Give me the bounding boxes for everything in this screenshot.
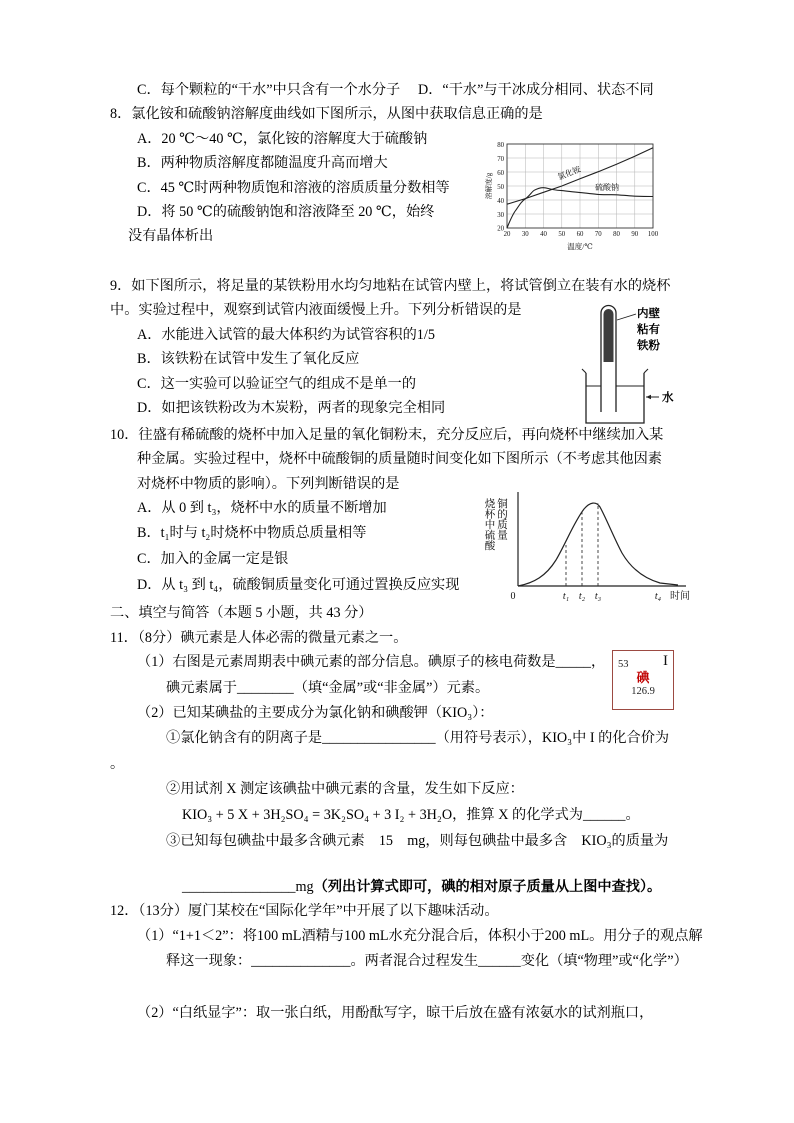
y-tick-labels [497, 142, 504, 233]
svg-text:30: 30 [497, 211, 504, 219]
q9-label-iron-powder: 内壁粘有铁粉 [637, 308, 660, 352]
chart-grid [507, 144, 653, 228]
q8-option-c: C．45 ℃时两种物质饱和溶液的溶质质量分数相等 [137, 180, 450, 196]
element-symbol: I [663, 653, 668, 669]
svg-text:80: 80 [497, 141, 504, 149]
q12-part2: （2）“白纸显字”：取一张白纸，用酚酞写字，晾干后放在盛有浓氨水的试剂瓶口， [137, 1005, 654, 1021]
q7-options-cd: C．每个颗粒的“干水”中只含有一个水分子 D．“干水”与干冰成分相同、状态不同 [137, 82, 654, 98]
q11-answer-note: （列出计算式即可，碘的相对原子质量从上图中查找）。 [313, 879, 662, 895]
q8-option-b: B．两种物质溶解度都随温度升高而增大 [137, 155, 388, 171]
q9-stem-line1: 9．如下图所示，将足量的某铁粉用水均匀地粘在试管内壁上，将试管倒立在装有水的烧杯 [110, 278, 671, 294]
iodine-element-box [612, 650, 674, 710]
q8-option-d-cont: 没有晶体析出 [128, 228, 214, 244]
svg-text:70: 70 [594, 231, 602, 238]
dashed-reference-lines [566, 503, 598, 586]
q8-solubility-chart [483, 140, 665, 258]
svg-text:t₃: t₃ [594, 591, 602, 602]
q9-option-b: B．该铁粉在试管中发生了氧化反应 [137, 351, 360, 367]
q11-part1-line1: （1）右图是元素周期表中碘元素的部分信息。碘原子的核电荷数是_____， [137, 654, 606, 670]
q10-graph [506, 486, 694, 608]
q10-option-b: B．t₁时与 t₂时烧杯中物质总质量相等 [137, 525, 367, 541]
q12-stem: 12．（13分）厦门某校在“国际化学年”中开展了以下趣味活动。 [110, 903, 499, 919]
q10-y-axis-label: 烧杯中硫酸铜的质量 [483, 498, 507, 551]
iron-label-pointer-line [617, 314, 636, 320]
q11-answer-blank: ________________mg [182, 879, 314, 895]
x-tick-labels [504, 231, 659, 238]
y-axis-title: 溶解度/g [485, 172, 493, 200]
q11-chemical-equation: KIO₃ + 5 X + 3H₂SO₄ = 3K₂SO₄ + 3 I₂ + 3H₂O，推算 X 的化学式为______。 [182, 807, 640, 823]
svg-text:50: 50 [497, 183, 504, 191]
q11-part2-sub3-answer-line [182, 878, 661, 897]
q8-stem: 8．氯化铵和硫酸钠溶解度曲线如下图所示，从图中获取信息正确的是 [110, 106, 543, 122]
q10-stem-line3: 对烧杯中物质的影响）。下列判断错误的是 [137, 476, 400, 492]
water-arrow-head [646, 395, 651, 399]
svg-text:60: 60 [576, 231, 584, 238]
q11-part2-sub3: ③已知每包碘盐中最多含碘元素 15 mg，则每包碘盐中最多含 KIO₃的质量为 [166, 833, 669, 849]
atomic-number: 53 [618, 659, 629, 670]
q11-part2-sub2: ②用试剂 X 测定该碘盐中碘元素的含量，发生如下反应： [166, 781, 524, 797]
svg-text:30: 30 [521, 231, 529, 238]
q9-option-c: C．这一实验可以验证空气的组成不是单一的 [137, 376, 417, 392]
svg-text:60: 60 [497, 169, 504, 177]
q8-option-a: A．20 ℃～40 ℃，氯化铵的溶解度大于硫酸钠 [137, 131, 428, 147]
q11-stem: 11．（8分）碘元素是人体必需的微量元素之一。 [110, 630, 408, 646]
element-box-top-row [618, 653, 668, 670]
q9-label-water: 水 [662, 392, 674, 404]
q10-graph-figure [480, 486, 694, 610]
svg-text:时间: 时间 [670, 591, 690, 602]
element-name: 碘 [636, 670, 650, 685]
curve1-label: 氯化铵 [556, 164, 583, 182]
curve2-label: 硫酸钠 [595, 183, 619, 192]
section-2-header: 二、填空与简答（本题 5 小题，共 43 分） [110, 605, 373, 621]
svg-text:0: 0 [510, 591, 516, 602]
q10-option-d: D．从 t₃ 到 t₄，硫酸铜质量变化可通过置换反应实现 [137, 577, 460, 593]
q12-part1-line1: （1）“1+1＜2”：将100 mL酒精与100 mL水充分混合后，体积小于200 mL。用分子的观点解 [137, 928, 703, 944]
q9-stem-line2: 中。实验过程中，观察到试管内液面缓慢上升。下列分析错误的是 [110, 302, 522, 318]
q11-part2-sub1: ①氯化钠含有的阴离子是________________（用符号表示），KIO₃中 I 的化合价为 [166, 730, 670, 746]
q9-option-a: A．水能进入试管的最大体积约为试管容积的1/5 [137, 327, 435, 343]
q11-part1-line2: 碘元素属于________（填“金属”或“非金属”）元素。 [166, 680, 490, 696]
q10-option-c: C．加入的金属一定是银 [137, 551, 289, 567]
q10-stem-line1: 10．往盛有稀硫酸的烧杯中加入足量的氧化铜粉末，充分反应后，再向烧杯中继续加入某 [110, 427, 664, 443]
atomic-mass: 126.9 [631, 686, 655, 697]
svg-text:100: 100 [647, 231, 659, 238]
iron-powder-coating [604, 309, 614, 362]
svg-text:90: 90 [631, 231, 639, 238]
svg-text:20: 20 [497, 225, 504, 233]
x-axis-tick-labels [511, 589, 691, 602]
q10-option-a: A．从 0 到 t₃，烧杯中水的质量不断增加 [137, 500, 387, 516]
q11-part2: （2）已知某碘盐的主要成分为氯化钠和碘酸钾（KIO₃）： [137, 705, 494, 721]
svg-text:80: 80 [613, 231, 620, 238]
q9-option-d: D．如把该铁粉改为木炭粉，两者的现象完全相同 [137, 400, 446, 416]
q9-apparatus-drawing [580, 300, 692, 432]
svg-text:50: 50 [558, 231, 566, 238]
svg-text:70: 70 [497, 155, 504, 163]
q11-part2-sub1-end: 。 [110, 756, 125, 772]
svg-text:t₂: t₂ [578, 591, 586, 602]
svg-text:40: 40 [540, 231, 547, 238]
svg-text:20: 20 [503, 231, 511, 238]
svg-text:40: 40 [497, 197, 504, 205]
q9-apparatus-figure [580, 300, 692, 432]
q12-part1-line2: 释这一现象：______________。两者混合过程发生______变化（填“物理”或“化学”） [166, 953, 688, 969]
q10-stem-line2: 种金属。实验过程中，烧杯中硫酸铜的质量随时间变化如下图所示（不考虑其他因素 [137, 451, 662, 467]
q8-option-d: D．将 50 ℃的硫酸钠饱和溶液降至 20 ℃，始终 [137, 204, 435, 220]
svg-text:t₁: t₁ [562, 591, 570, 602]
x-axis-title: 温度/℃ [567, 242, 593, 251]
svg-text:t₄: t₄ [654, 591, 662, 602]
